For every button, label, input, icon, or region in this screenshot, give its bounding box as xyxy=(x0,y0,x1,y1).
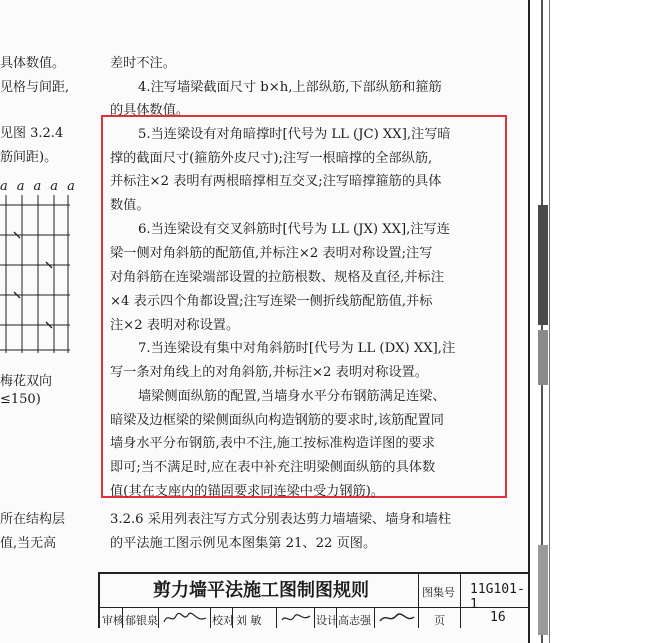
left-text-6: ≤150) xyxy=(0,392,41,407)
body-line: 4.注写墙梁截面尺寸 b×h,上部纵筋,下部纵筋和箍筋 xyxy=(138,80,442,95)
page-number: 16 xyxy=(490,610,506,625)
drawing-title: 剪力墙平法施工图制图规则 xyxy=(153,580,369,601)
left-text-2: 见格与间距, xyxy=(0,80,70,95)
grid-label-a: a xyxy=(16,179,34,194)
body-line: 差时不注。 xyxy=(110,56,176,71)
item-6-line: 6.当连梁设有交叉斜筋时[代号为 LL (JX) XX],注写连 xyxy=(138,222,450,237)
binding-edge xyxy=(549,0,550,643)
check-label: 校对 xyxy=(212,614,234,627)
left-text-3: 见图 3.2.4 xyxy=(0,126,64,141)
item-5-line: 并标注×2 表明有两根暗撑相互交叉;注写暗撑箍筋的具体 xyxy=(110,174,442,189)
grid-label-a: a xyxy=(50,179,68,194)
section-3-2-6-line: 3.2.6 采用列表注写方式分别表达剪力墙墙梁、墙身和墙柱 xyxy=(110,512,452,527)
design-label: 设计 xyxy=(316,614,338,627)
left-text-1: 具体数值。 xyxy=(0,56,66,71)
grid-label-a: a xyxy=(67,179,84,194)
side-bar-paragraph-line: 墙梁侧面纵筋的配置,当墙身水平分布钢筋满足连梁、 xyxy=(138,389,446,404)
page-edge-shadow xyxy=(538,205,548,325)
review-label: 审核 xyxy=(102,614,124,627)
page-edge-shadow xyxy=(538,330,548,385)
item-5-line: 数值。 xyxy=(110,198,150,213)
section-3-2-6-line: 的平法施工图示例见本图集第 21、22 页图。 xyxy=(110,536,377,551)
left-text-8: 值,当无高 xyxy=(0,536,57,551)
reviewer-name: 郁银泉 xyxy=(125,614,158,627)
item-6-line: 对角斜筋在连梁端部设置的拉筋根数、规格及直径,并标注 xyxy=(110,270,444,285)
side-bar-paragraph-line: 墙身水平分布钢筋,表中不注,施工按标准构造详图的要求 xyxy=(110,436,435,451)
item-7-line: 写一条对角线上的对角斜筋,并标注×2 表明对称设置。 xyxy=(110,365,428,380)
item-6-line: 注×2 表明对称设置。 xyxy=(110,318,240,333)
checker-name: 刘 敏 xyxy=(236,614,262,627)
designer-signature xyxy=(378,610,416,626)
side-bar-paragraph-line: 即可;当不满足时,应在表中补充注明梁侧面纵筋的具体数 xyxy=(110,460,436,475)
checker-signature xyxy=(280,610,312,626)
item-6-line: ×4 表示四个角都设置;注写连梁一侧折线筋配筋值,并标 xyxy=(110,294,433,309)
page-label: 页 xyxy=(434,614,445,627)
item-7-line: 7.当连梁设有集中对角斜筋时[代号为 LL (DX) XX],注 xyxy=(138,341,456,356)
left-column-fragment xyxy=(0,0,90,643)
left-text-5: 梅花双向 xyxy=(0,374,53,389)
page-edge-shadow xyxy=(538,545,548,635)
side-bar-paragraph-line: 暗梁及边框梁的梁侧面纵向构造钢筋的要求时,该筋配置同 xyxy=(110,413,444,428)
item-5-line: 5.当连梁设有对角暗撑时[代号为 LL (JC) XX],注写暗 xyxy=(138,127,451,142)
spacing-grid-figure xyxy=(0,179,84,355)
left-text-7: 所在结构层 xyxy=(0,512,66,527)
grid-label-a: a xyxy=(0,179,17,194)
left-text-4: 筋间距)。 xyxy=(0,150,58,165)
item-5-line: 撑的截面尺寸(箍筋外皮尺寸);注写一根暗撑的全部纵筋, xyxy=(110,151,433,166)
drawing-title-block xyxy=(98,572,528,628)
item-6-line: 梁一侧对角斜筋的配筋值,并标注×2 表明对称设置;注写 xyxy=(110,246,433,261)
grid-label-a: a xyxy=(33,179,51,194)
atlas-number: 11G101-1 xyxy=(470,582,525,612)
designer-name: 高志强 xyxy=(338,614,371,627)
side-bar-paragraph-line: 值(其在支座内的锚固要求同连梁中受力钢筋)。 xyxy=(110,484,385,499)
body-line: 的具体数值。 xyxy=(110,103,190,118)
reviewer-signature xyxy=(162,610,208,626)
atlas-number-label: 图集号 xyxy=(422,586,455,599)
